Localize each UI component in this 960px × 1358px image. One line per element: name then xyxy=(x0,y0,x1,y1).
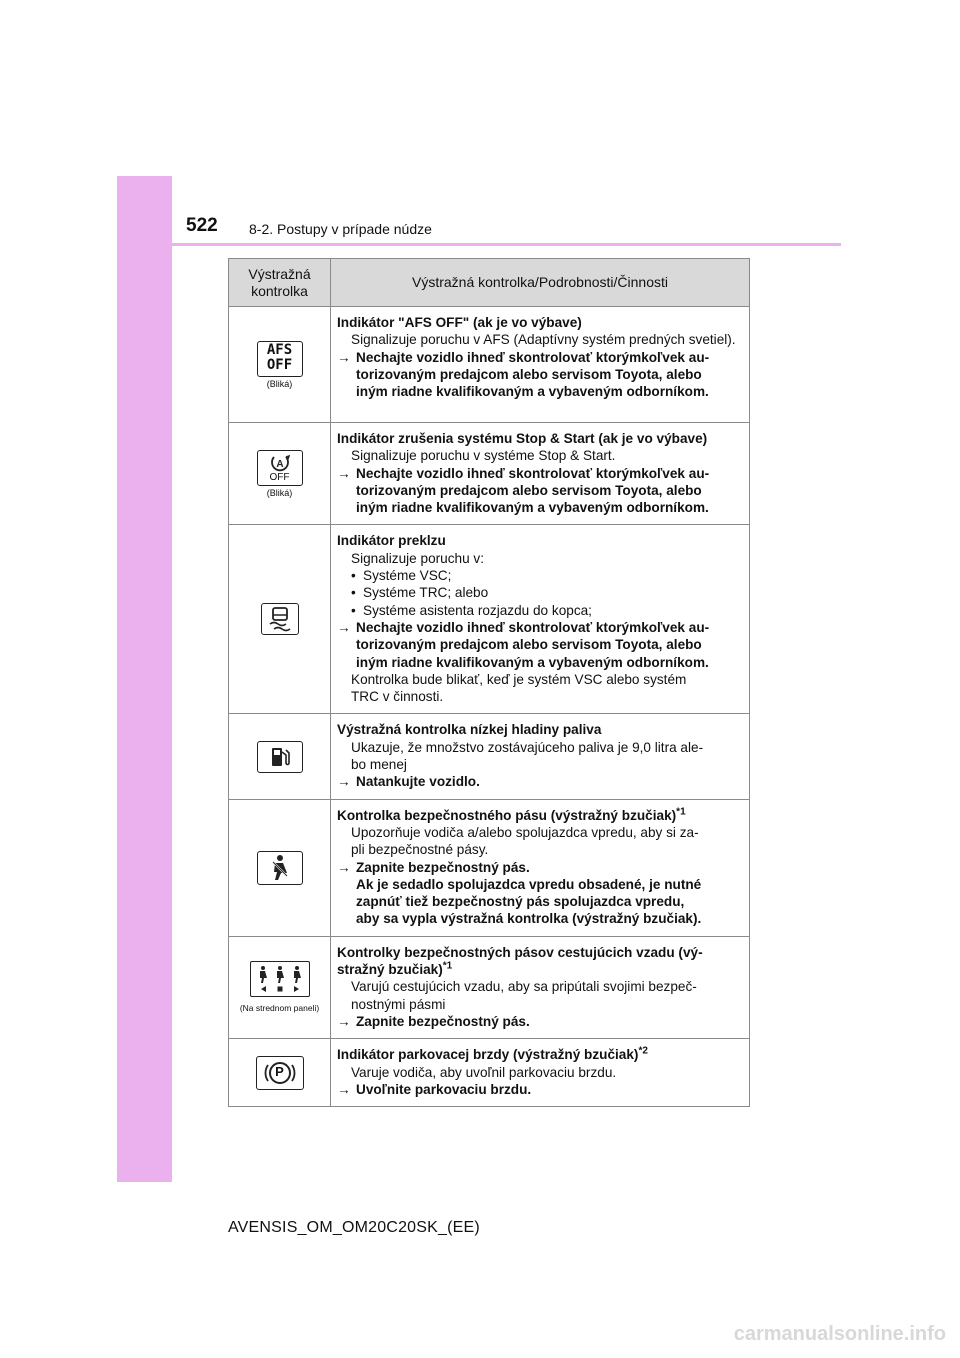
table-header-row xyxy=(229,259,750,307)
row-title: Indikátor zrušenia systému Stop & Start (ak je vo výbave) xyxy=(337,431,708,446)
row-desc: Ukazuje, že množstvo zostávajúceho paliva je 9,0 litra ale- xyxy=(351,739,704,755)
table-row xyxy=(229,714,750,799)
arrow-right-icon: → xyxy=(337,465,351,481)
row-desc: Varuje vodiča, aby uvoľnil parkovaciu brzdu. xyxy=(351,1064,617,1080)
rear-seat-belts-icon xyxy=(250,961,310,997)
row-action: → Uvoľnite parkovaciu brzdu. xyxy=(337,1081,532,1097)
seat-belt-icon xyxy=(257,851,303,885)
icon-cell xyxy=(229,936,331,1038)
icon-cell xyxy=(229,525,331,714)
table-row xyxy=(229,525,750,714)
list-item: • Systéme VSC; xyxy=(351,568,452,584)
row-action: → Natankujte vozidlo. xyxy=(337,774,480,790)
icon-cell xyxy=(229,423,331,525)
row-action: → Nechajte vozidlo ihneď skontrolovať ktorýmkoľvek au- xyxy=(337,619,710,635)
row-desc: Signalizuje poruchu v systéme Stop & Start. xyxy=(351,448,616,464)
row-action: → Zapnite bezpečnostný pás. xyxy=(337,1013,530,1029)
list-item: • Systéme TRC; alebo xyxy=(351,585,489,601)
afs-off-icon: AFS OFF xyxy=(257,341,303,377)
slip-indicator-icon xyxy=(261,603,299,635)
arrow-right-icon: → xyxy=(337,1013,351,1029)
row-desc: Signalizuje poruchu v: xyxy=(351,550,484,566)
row-action: → Nechajte vozidlo ihneď skontrolovať ktorýmkoľvek au- xyxy=(337,349,710,365)
row-desc: Varujú cestujúcich vzadu, aby sa pripútali svojimi bezpeč- xyxy=(351,979,697,995)
table-row xyxy=(229,799,750,936)
chapter-sidebar-tab xyxy=(117,176,172,1182)
icon-note: (Bliká) xyxy=(266,487,293,498)
stop-start-off-icon: A OFF xyxy=(257,450,303,486)
desc-cell xyxy=(331,1039,750,1107)
row-title: Indikátor preklzu xyxy=(337,533,446,549)
col-header-light: Výstražná kontrolka xyxy=(229,259,331,307)
row-title: Kontrolky bezpečnostných pásov cestujúcich vzadu (vý- xyxy=(337,944,703,960)
icon-cell xyxy=(229,714,331,799)
table-row xyxy=(229,423,750,525)
desc-cell: Indikátor preklzu Signalizuje poruchu v: • Systéme VSC; • Systéme TRC; alebo • Systéme asistenta rozjazdu do kopca; → Nechajte vozidlo ihneď skontrolovať ktorýmkoľvek au- torizovaným predajcom alebo servisom Toyota, alebo iným riadne kvalifikovaným a vybaveným odborníkom. Kontrolka bude blikať, keď je systém VSC alebo systém TRC v činnosti. xyxy=(331,525,750,714)
icon-note: (Bliká) xyxy=(266,378,293,389)
desc-cell: Indikátor zrušenia systému Stop & Start (ak je vo výbave) Signalizuje poruchu v systéme Stop & Start. → Nechajte vozidlo ihneď skontrolovať ktorýmkoľvek au- torizovaným predajcom alebo servisom Toyota, alebo iným riadne kvalifikovaným a vybaveným odborníkom. xyxy=(331,423,750,525)
row-title: Indikátor parkovacej brzdy (výstražný bzučiak)$^{*2}$ xyxy=(337,1045,648,1063)
icon-note: (Na strednom paneli) xyxy=(239,1003,320,1014)
header-rule xyxy=(117,243,841,246)
document-code: AVENSIS_OM_OM20C20SK_(EE) xyxy=(228,1219,480,1236)
arrow-right-icon: → xyxy=(337,774,351,790)
desc-cell: Indikátor "AFS OFF" (ak je vo výbave) Signalizuje poruchu v AFS (Adaptívny systém predných svetiel). → Nechajte vozidlo ihneď skontrolovať ktorýmkoľvek au- torizovaným predajcom alebo servisom Toyota, alebo iným riadne kvalifikovaným a vybaveným odborníkom. xyxy=(331,307,750,423)
arrow-right-icon: → xyxy=(337,349,351,365)
col-header-details: Výstražná kontrolka/Podrobnosti/Činnosti xyxy=(331,259,750,307)
row-desc: Signalizuje poruchu v AFS (Adaptívny systém predných svetiel). xyxy=(351,332,736,348)
table-row xyxy=(229,936,750,1038)
parking-brake-icon: P xyxy=(256,1056,304,1090)
row-desc: Upozorňuje vodiča a/alebo spolujazdca vpredu, aby si za- xyxy=(351,824,699,840)
table-row xyxy=(229,1039,750,1107)
desc-cell: Kontrolka bezpečnostného pásu (výstražný bzučiak)$^{*1}$ Upozorňuje vodiča a/alebo spolujazdca vpredu, aby si za- pli bezpečnostné pásy. → Zapnite bezpečnostný pás. Ak je sedadlo spolujazdca vpredu obsadené, je nutné zapnúť tiež bezpečnostný pás spolujazdca vpredu, aby sa vypla výstražná kontrolka (výstražný bzučiak). xyxy=(331,799,750,936)
row-title: Kontrolka bezpečnostného pásu (výstražný bzučiak)$^{*1}$ xyxy=(337,806,686,823)
icon-cell xyxy=(229,799,331,936)
svg-text:A: A xyxy=(275,458,284,470)
row-action: → Zapnite bezpečnostný pás. xyxy=(337,859,530,875)
fuel-pump-icon xyxy=(257,741,303,773)
warning-lights-table xyxy=(228,258,750,1107)
table-row xyxy=(229,307,750,423)
icon-cell xyxy=(229,1039,331,1107)
watermark: carmanualsonline.info xyxy=(733,1323,946,1345)
icon-cell xyxy=(229,307,331,423)
page-number: 522 xyxy=(186,215,218,236)
row-extra: Kontrolka bude blikať, keď je systém VSC alebo systém xyxy=(351,671,687,687)
arrow-right-icon: → xyxy=(337,859,351,875)
row-title: Výstražná kontrolka nízkej hladiny paliva xyxy=(337,722,602,738)
desc-cell: Výstražná kontrolka nízkej hladiny paliva Ukazuje, že množstvo zostávajúceho paliva je 9,0 litra ale- bo menej → Natankujte vozidlo. xyxy=(331,714,750,799)
row-title: Indikátor "AFS OFF" (ak je vo výbave) xyxy=(337,315,582,330)
list-item: • Systéme asistenta rozjazdu do kopca; xyxy=(351,602,592,618)
section-title: 8-2. Postupy v prípade núdze xyxy=(249,221,432,237)
arrow-right-icon: → xyxy=(337,1081,351,1097)
arrow-right-icon: → xyxy=(337,619,351,635)
row-action: → Nechajte vozidlo ihneď skontrolovať ktorýmkoľvek au- xyxy=(337,465,710,481)
desc-cell: Kontrolky bezpečnostných pásov cestujúcich vzadu (vý- stražný bzučiak)$^{*1}$ Varujú cestujúcich vzadu, aby sa pripútali svojimi bezpeč- nostnými pásmi → Zapnite bezpečnostný pás. xyxy=(331,936,750,1038)
